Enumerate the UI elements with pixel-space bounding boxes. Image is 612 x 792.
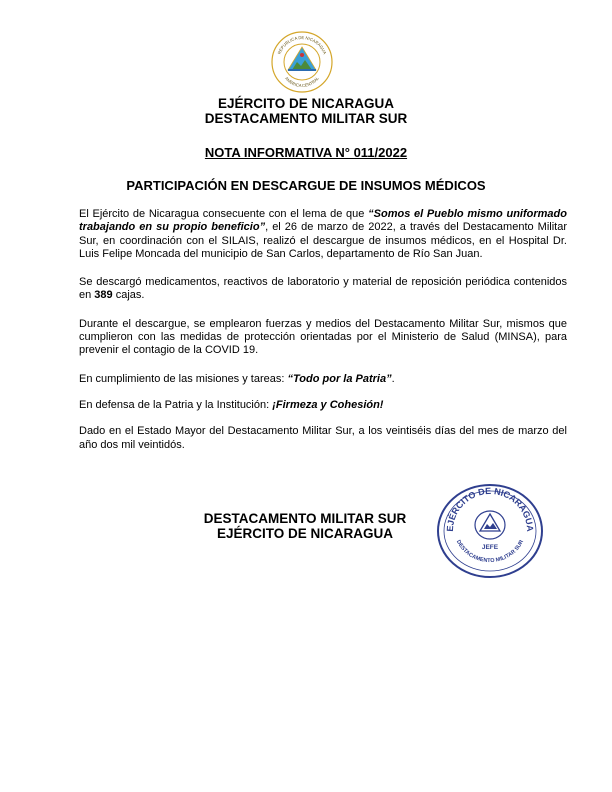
motto-firmeza-cohesion: ¡Firmeza y Cohesión! [272,398,384,411]
paragraph-3: Durante el descargue, se emplearon fuerzas y medios del Destacamento Militar Sur, mismos que cumplieron con las medidas de protección orientadas por el Ministerio de Salud (MINSA), para prevenir el contagio de la COVID 19. [79,317,567,357]
header-line-detachment: DESTACAMENTO MILITAR SUR [204,111,408,126]
motto-todo-por-la-patria: “Todo por la Patria” [287,372,392,385]
document-body [79,208,567,463]
signature-line-detachment: DESTACAMENTO MILITAR SUR [203,511,407,526]
svg-text:EJÉRCITO DE NICARAGUA: EJÉRCITO DE NICARAGUA [444,485,536,532]
nicaragua-coat-of-arms-icon [270,30,334,94]
subject-heading: PARTICIPACIÓN EN DESCARGUE DE INSUMOS MÉDICOS [126,178,486,193]
svg-text:JEFE: JEFE [481,544,499,551]
svg-text:AMERICA CENTRAL: AMERICA CENTRAL [284,75,320,89]
paragraph-4: En cumplimiento de las misiones y tareas: “Todo por la Patria”. [79,372,395,385]
box-count: 389 [94,289,113,302]
document-header [0,96,612,126]
motto-text: “Somos el Pueblo mismo uniformado trabajando en su propio beneficio” [79,208,567,234]
signature-block [190,511,420,541]
paragraph-5: En defensa de la Patria y la Institución: ¡Firmeza y Cohesión! [79,398,384,411]
paragraph-1: El Ejército de Nicaragua consecuente con el lema de que “Somos el Pueblo mismo uniformado trabajando en su propio beneficio”, el 26 de marzo de 2022, a través del Destacamento Militar Sur, en coordinación con el SILAIS, realizó el descargue de insumos médicos, en el Hospital Dr. Luis Felipe Moncada del municipio de San Carlos, departamento de Río San Juan. [79,208,567,260]
official-stamp-icon [431,481,549,581]
signature-line-army: EJÉRCITO DE NICARAGUA [216,526,394,541]
note-title: NOTA INFORMATIVA N° 011/2022 [204,145,408,160]
header-line-army: EJÉRCITO DE NICARAGUA [217,96,395,111]
svg-text:REPUBLICA DE NICARAGUA: REPUBLICA DE NICARAGUA [276,34,328,55]
paragraph-2: Se descargó medicamentos, reactivos de laboratorio y material de reposición periódica contenidos en 389 cajas. [79,276,567,302]
svg-text:DESTACAMENTO MILITAR SUR: DESTACAMENTO MILITAR SUR [454,539,526,565]
paragraph-6: Dado en el Estado Mayor del Destacamento Militar Sur, a los veintiséis días del mes de marzo del año dos mil veintidós. [79,425,567,451]
